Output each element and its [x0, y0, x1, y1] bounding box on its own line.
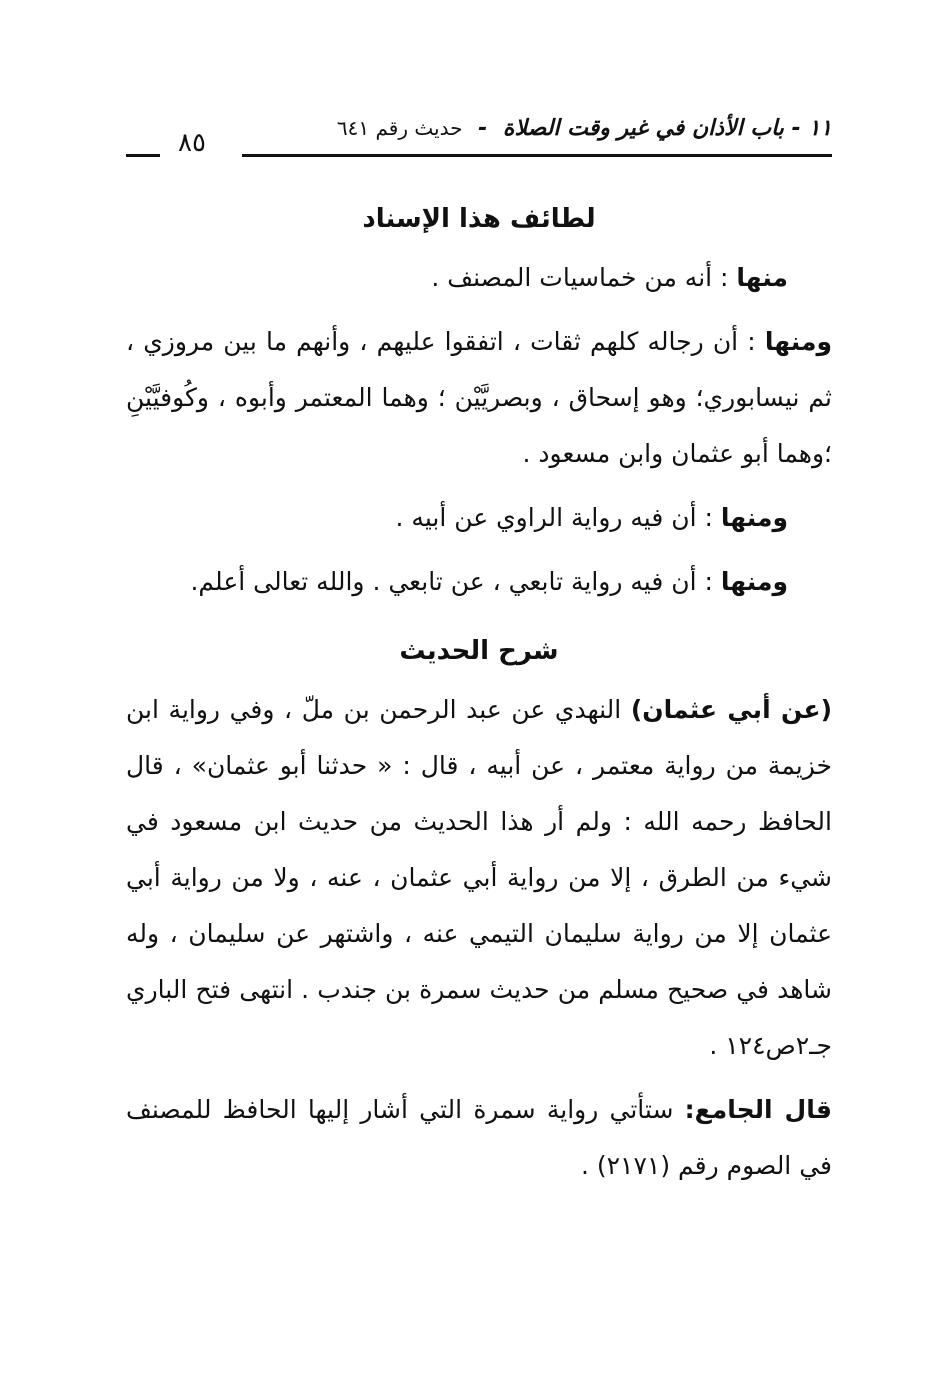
lataif-item-3-lead: ومنها [720, 503, 788, 532]
header-separator: - [478, 116, 488, 141]
lataif-item-1 [126, 250, 832, 306]
lataif-item-1-text: : أنه من خماسيات المصنف . [431, 263, 737, 292]
section-heading-sharh: شرح الحديث [399, 636, 559, 666]
jami-paragraph-lead: قال الجامع: [684, 1095, 832, 1124]
jami-paragraph [126, 1082, 832, 1194]
page-content [126, 196, 832, 1202]
lataif-item-1-lead: منها [736, 263, 788, 292]
running-header [126, 116, 832, 166]
lataif-item-2-lead: ومنها [764, 327, 832, 356]
lataif-item-2 [126, 314, 832, 482]
lataif-item-4-text: : أن فيه رواية تابعي ، عن تابعي . والله تعالى أعلم. [190, 567, 721, 596]
header-rule [242, 154, 832, 157]
lataif-item-3 [126, 490, 832, 546]
lataif-item-2-text: : أن رجاله كلهم ثقات ، اتفقوا عليهم ، وأنهم ما بين مروزي ، ثم نيسابوري؛ وهو إسحاق ، وبصريَّيْن ؛ وهما المعتمر وأبوه ، وكُوفيَّيْنِ ؛وهما أبو عثمان وابن مسعود . [126, 327, 832, 468]
section-heading-lataif: لطائف هذا الإسناد [362, 204, 596, 234]
page-number-dash [126, 154, 160, 157]
page-number: ٨٥ [178, 128, 206, 158]
header-chapter: ١١ - باب الأذان في غير وقت الصلاة [502, 116, 832, 141]
jami-paragraph-text: ستأتي رواية سمرة التي أشار إليها الحافظ للمصنف في الصوم رقم (٢١٧١) . [126, 1095, 832, 1180]
lataif-item-4-lead: ومنها [720, 567, 788, 596]
lataif-item-3-text: : أن فيه رواية الراوي عن أبيه . [395, 503, 721, 532]
sharh-paragraph-text: النهدي عن عبد الرحمن بن ملّ ، وفي رواية ابن خزيمة من رواية معتمر ، عن أبيه ، قال : « حدثنا أبو عثمان» ، قال الحافظ رحمه الله : ولم أر هذا الحديث من حديث ابن مسعود في شيء من الطرق ، إلا من رواية أبي عثمان ، عنه ، ولا من رواية أبي عثمان إلا من رواية سليمان التيمي عنه ، واشتهر عن سليمان ، وله شاهد في صحيح مسلم من حديث سمرة بن جندب . انتهى فتح الباري جـ٢ص١٢٤ . [126, 695, 832, 1060]
lataif-item-4 [126, 554, 832, 610]
header-title [337, 116, 832, 141]
header-hadith-ref: حديث رقم ٦٤١ [336, 116, 463, 140]
sharh-paragraph-lead: (عن أبي عثمان) [630, 695, 832, 724]
sharh-paragraph [126, 682, 832, 1074]
